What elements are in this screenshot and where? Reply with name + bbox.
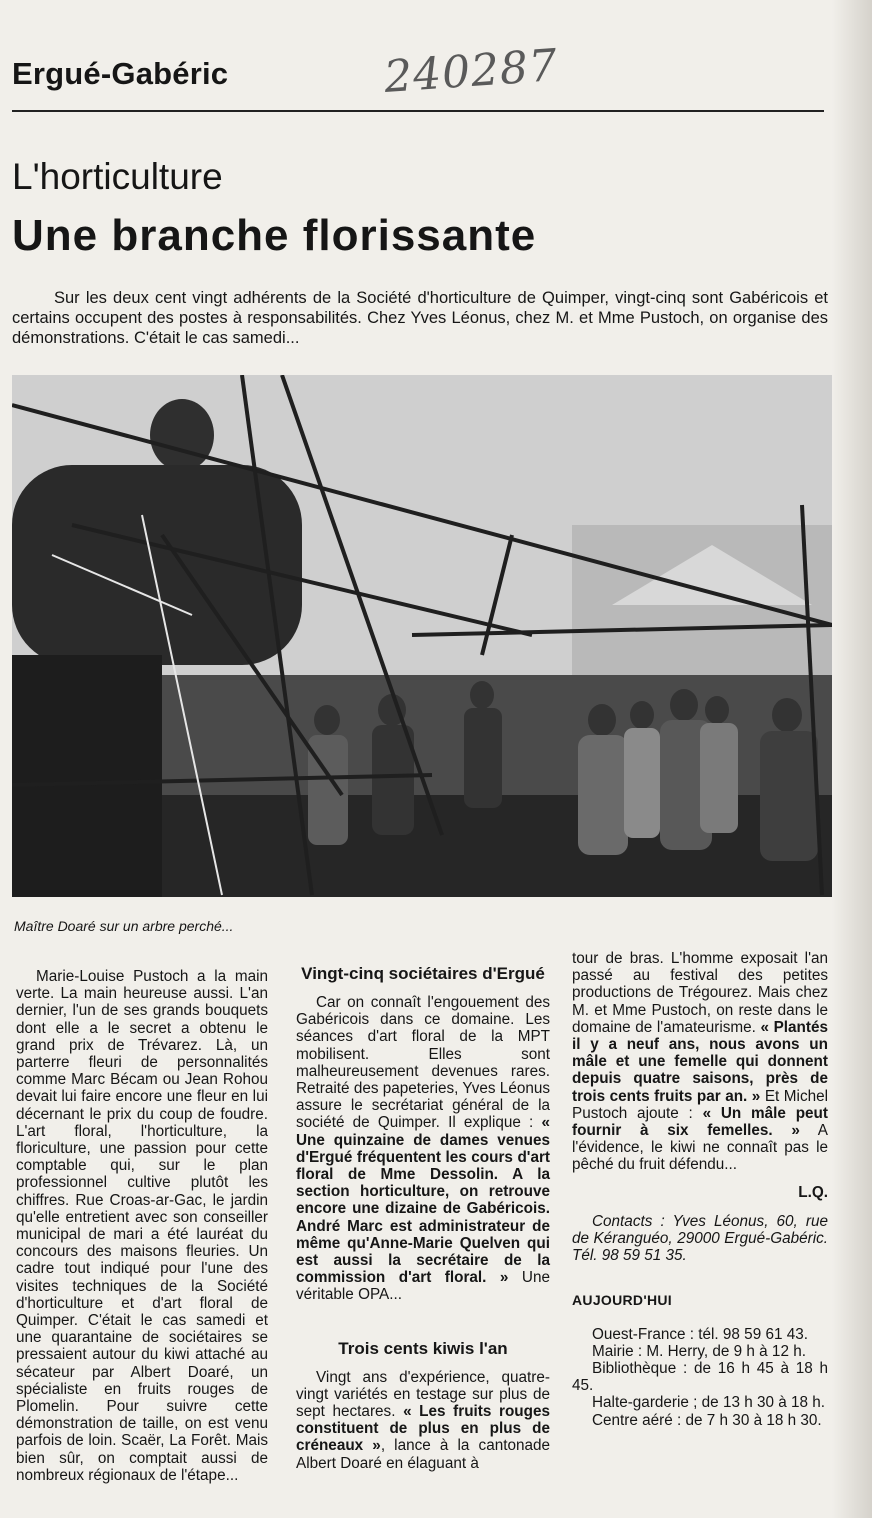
today-item: Centre aéré : de 7 h 30 à 18 h 30. bbox=[592, 1411, 822, 1429]
photo-caption: Maître Doaré sur un arbre perché... bbox=[14, 918, 234, 934]
col3-quote-pustoch: « Plantés il y a neuf ans, nous avons un mâle et une femelle qui donnent depuis quatre saisons, près de trois cents fruits par an. » bbox=[572, 1018, 828, 1105]
article-kicker: L'horticulture bbox=[12, 156, 223, 197]
article-column-1 bbox=[16, 968, 268, 1484]
today-heading: AUJOURD'HUI bbox=[572, 1292, 672, 1309]
col2-paragraph-1 bbox=[296, 994, 550, 1304]
locality-header: Ergué-Gabéric bbox=[12, 56, 229, 91]
today-item: Bibliothèque : de 16 h 45 à 18 h 45. bbox=[572, 1360, 828, 1395]
article-photo bbox=[12, 375, 832, 897]
page-edge-shadow bbox=[832, 0, 872, 1518]
col3-text-b: Et Michel Pustoch ajoute : bbox=[572, 1087, 829, 1122]
col3-paragraph bbox=[572, 950, 828, 1174]
article-headline: Une branche florissante bbox=[12, 211, 537, 260]
col3-text-a: tour de bras. L'homme exposait l'an passé au festival des petites productions de Trégourez. Mais chez M. et Mme Pustoch, on reste dans le domaine de l'amateurisme. bbox=[572, 950, 828, 1036]
col2-paragraph-2 bbox=[296, 1369, 550, 1472]
col2-text-c: Vingt ans d'expérience, quatre-vingt variétés en testage sur plus de sept hectares. bbox=[296, 1368, 550, 1421]
col3-quote-male: « Un mâle peut fournir à six femelles. » bbox=[572, 1104, 828, 1140]
header-rule bbox=[12, 110, 824, 112]
col2-text-a: Car on connaît l'engouement des Gabéricois dans ce domaine. Les séances d'art floral de la MPT mobilisent. Elles sont malheureusement devenues rares. Retraité des papeteries, Yves Léonus assure le secrétariat général de la société de Quimper. Il explique : bbox=[296, 994, 550, 1132]
col2-text-d: , lance à la cantonade Albert Doaré en élaguant à bbox=[296, 1437, 550, 1472]
subheading-vingt-cinq: Vingt-cinq sociétaires d'Ergué bbox=[301, 964, 545, 983]
article-lead: Sur les deux cent vingt adhérents de la Société d'horticulture de Quimper, vingt-cinq sont Gabéricois et certains occupent des postes à responsabilités. Chez Yves Léonus, chez M. et Mme Pustoch, on organise des démonstrations. C'était le cas samedi... bbox=[12, 289, 828, 347]
col1-paragraph: Marie-Louise Pustoch a la main verte. La main heureuse aussi. L'an dernier, l'un de ses grands bouquets dont elle a le secret a obtenu le grand prix de Trévarez. Là, un parterre fleuri de personnalités comme Marc Bécam ou Jean Rohou devait lui faire encore une fleur en lui décernant le prix du coup de foudre. L'art floral, l'horticulture, la floriculture, une passion pour cette comptable qui, sur le plan professionnel cultive plutôt les chiffres. Rue Croas-ar-Gac, le jardin qu'elle entretient avec son conseiller municipal de mari a été lauréat du concours des maisons fleuries. Un cadre tout indiqué pour l'une des visites techniques de la Société d'horticulture et d'art floral de Quimper. C'était le cas samedi et une quarantaine de sociétaires se pressaient autour du kiwi attaché au sécateur par Albert Doaré, un spécialiste en fruits rouges de Plomelin. Pour suivre cette démonstration de taille, on est venu parfois de loin. Scaër, La Forêt. Mais bien sûr, on comptait aussi de nombreux régionaux de l'étape... bbox=[16, 968, 268, 1484]
col3-text-c: A l'évidence, le kiwi ne connaît pas le pêché du fruit défendu... bbox=[572, 1122, 828, 1174]
author-signature: L.Q. bbox=[798, 1183, 828, 1201]
today-item: Halte-garderie ; de 13 h 30 à 18 h. bbox=[592, 1394, 826, 1412]
subheading-kiwis: Trois cents kiwis l'an bbox=[338, 1338, 508, 1358]
today-item: Ouest-France : tél. 98 59 61 43. bbox=[592, 1325, 808, 1343]
col2-quote-leonus: « Une quinzaine de dames venues d'Ergué fréquentent les cours d'art floral de Mme Dessolin. A la section horticulture, on retrouve encore une dizaine de Gabéricois. André Marc est administrateur de même qu'Anne-Marie Quelven qui est aussi la secrétaire de la commission d'art floral. » bbox=[296, 1114, 550, 1287]
today-item: Mairie : M. Herry, de 9 h à 12 h. bbox=[592, 1342, 806, 1360]
contacts-info: Contacts : Yves Léonus, 60, rue de Kéranguéo, 29000 Ergué-Gabéric. Tél. 98 59 51 35. bbox=[572, 1212, 828, 1265]
col2-text-b: Une véritable OPA... bbox=[296, 1269, 550, 1304]
today-list bbox=[572, 1326, 828, 1429]
article-column-2 bbox=[296, 963, 550, 1472]
article-column-3 bbox=[572, 950, 828, 1429]
handwritten-date-note: 240287 bbox=[382, 39, 560, 104]
col2-quote-doare: « Les fruits rouges constituent de plus en plus de créneaux » bbox=[296, 1403, 550, 1455]
photo-illustration bbox=[12, 375, 832, 897]
